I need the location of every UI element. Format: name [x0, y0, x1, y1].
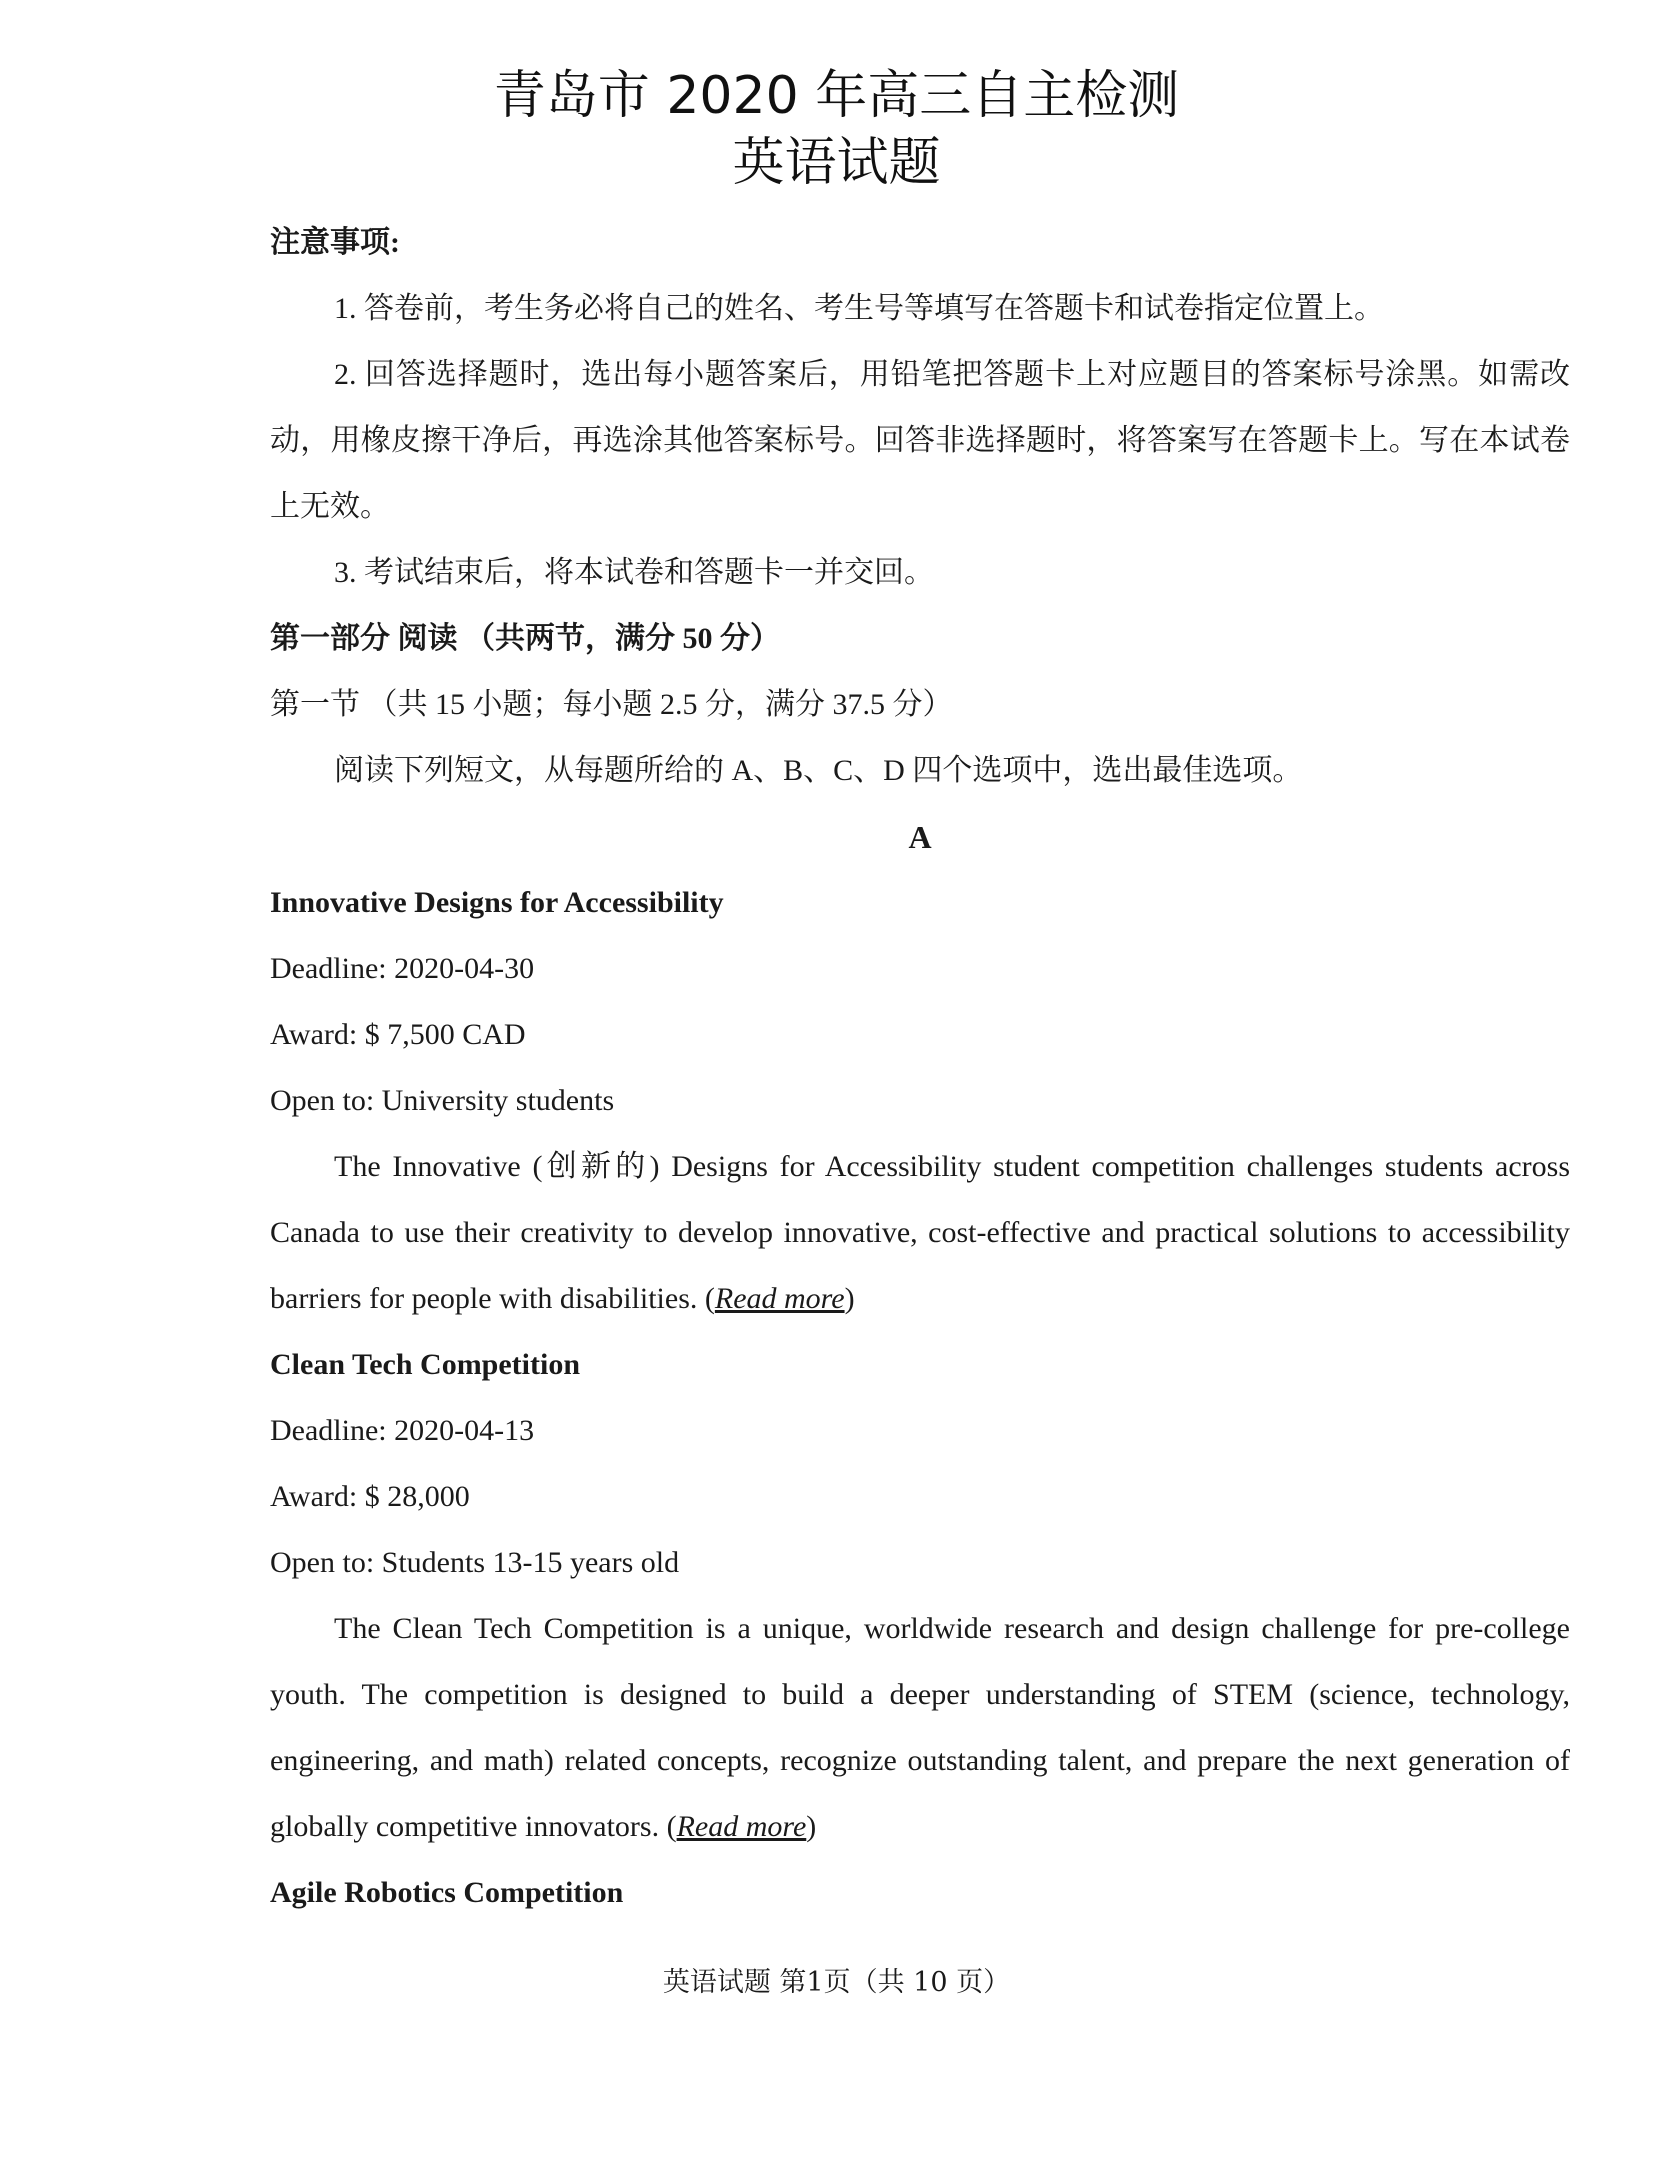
competition-description — [270, 1134, 1570, 1332]
competition-title: Agile Robotics Competition — [270, 1876, 624, 1909]
page-footer: 英语试题 第1页（共 10 页） — [662, 1967, 1011, 1998]
competition-description — [270, 1596, 1570, 1860]
competition-title: Clean Tech Competition — [270, 1348, 581, 1381]
exam-content — [270, 210, 1570, 1926]
read-more-link[interactable]: Read more — [676, 1810, 807, 1843]
competition-open-to: Open to: University students — [270, 1084, 615, 1117]
notice-item-2: 2. 回答选择题时，选出每小题答案后，用铅笔把答题卡上对应题目的答案标号涂黑。如需改动，用橡皮擦干净后，再选涂其他答案标号。回答非选择题时，将答案写在答题卡上。写在本试卷上无效。 — [270, 358, 1570, 523]
description-text: The Innovative (创新的) Designs for Accessibility student competition challenges students across Canada to use their creativity to develop innovative, cost-effective and practical solutions to accessibility barriers for people with disabilities. ( — [270, 1150, 1570, 1315]
competition-deadline: Deadline: 2020-04-30 — [270, 952, 535, 985]
competition-award: Award: $ 28,000 — [270, 1480, 470, 1513]
exam-subject-title: 英语试题 — [732, 133, 941, 193]
section1-heading: 第一节 （共 15 小题；每小题 2.5 分，满分 37.5 分） — [270, 688, 953, 721]
exam-title: 青岛市 2020 年高三自主检测 — [493, 66, 1180, 126]
notice-item-1: 1. 答卷前，考生务必将自己的姓名、考生号等填写在答题卡和试卷指定位置上。 — [334, 292, 1384, 325]
description-close: ) — [806, 1810, 817, 1843]
competition-title: Innovative Designs for Accessibility — [270, 886, 724, 919]
description-close: ) — [844, 1282, 855, 1315]
reading-instruction: 阅读下列短文，从每题所给的 A、B、C、D 四个选项中，选出最佳选项。 — [334, 754, 1303, 787]
read-more-link[interactable]: Read more — [714, 1282, 845, 1315]
passage-label: A — [908, 819, 932, 855]
competition-open-to: Open to: Students 13-15 years old — [270, 1546, 680, 1579]
competition-deadline: Deadline: 2020-04-13 — [270, 1414, 535, 1447]
competition-award: Award: $ 7,500 CAD — [270, 1018, 526, 1051]
part1-heading: 第一部分 阅读 （共两节，满分 50 分） — [270, 622, 780, 655]
notice-item-3: 3. 考试结束后，将本试卷和答题卡一并交回。 — [334, 556, 934, 589]
notice-heading: 注意事项: — [270, 226, 400, 259]
description-text: The Clean Tech Competition is a unique, worldwide research and design challenge for pre-college youth. The competition is designed to build a deeper understanding of STEM (science, technology, engineering, and math) related concepts, recognize outstanding talent, and prepare the next generation of globally competitive innovators. ( — [270, 1612, 1570, 1843]
